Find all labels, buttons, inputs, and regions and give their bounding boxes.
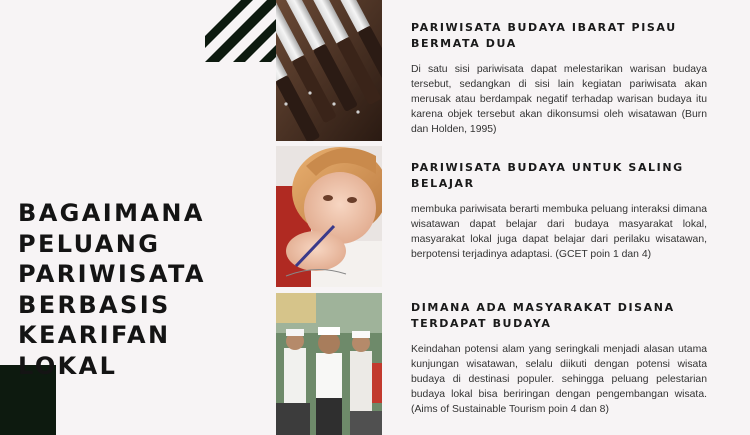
child-drawing-photo	[276, 146, 382, 287]
balinese-ceremony-photo	[276, 293, 382, 435]
section-heading: DIMANA ADA MASYARAKAT DISANA TERDAPAT BUDAYA	[411, 301, 675, 330]
section-heading: PARIWISATA BUDAYA IBARAT PISAU BERMATA DUA	[411, 21, 677, 50]
section-community-culture	[411, 300, 707, 417]
section-two-edged-sword	[411, 20, 707, 137]
section-body: membuka pariwisata berarti membuka peluang interaksi dimana wisatawan dapat belajar dari budaya masyarakat lokal, masyarakat lokal juga dapat belajar dari perilaku wisatawan, berpotensi terjadinya adaptasi. (GCET poin 1 dan 4)	[411, 204, 707, 260]
section-body: Keindahan potensi alam yang seringkali menjadi alasan utama kunjungan wisatawan, selalu diikuti dengan potensi wisata budaya di destinasi populer. sehingga peluang pelestarian budaya lokal bisa beriringan dengan pengembangan wisata. (Aims of Sustainable Tourism poin 4 dan 8)	[411, 344, 707, 415]
knives-photo	[276, 0, 382, 141]
section-body: Di satu sisi pariwisata dapat melestarikan warisan budaya tersebut, sedangkan di sisi lain kegiatan pariwisata akan merusak atau berdampak negatif terhadap warisan budaya itu karena objek tersebut akan dikonsumsi oleh wisatawan (Burn dan Holden, 1995)	[411, 64, 707, 135]
section-mutual-learning	[411, 160, 707, 262]
section-heading: PARIWISATA BUDAYA UNTUK SALING BELAJAR	[411, 161, 684, 190]
slide-title: BAGAIMANA PELUANG PARIWISATA BERBASIS KEARIFAN LOKAL	[18, 199, 206, 380]
diagonal-stripes-decoration	[205, 0, 277, 62]
